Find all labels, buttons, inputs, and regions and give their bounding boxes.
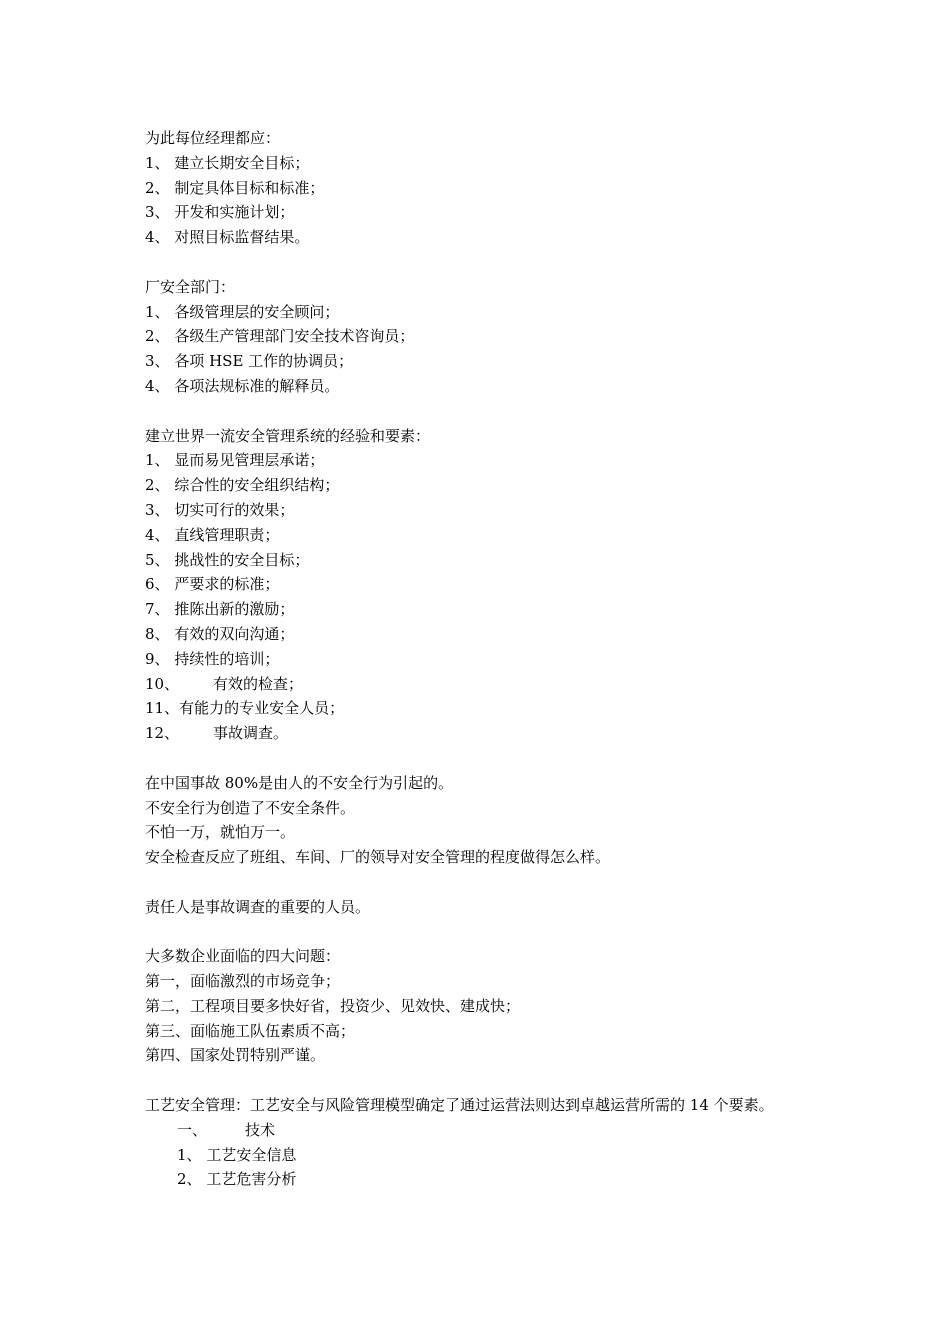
list-item — [145, 548, 825, 573]
list-number: 5、 — [145, 550, 170, 569]
list-number: 3、 — [145, 500, 170, 519]
list-item — [145, 448, 825, 473]
list-text: 工艺危害分析 — [206, 1170, 297, 1189]
list-number: 12、 — [145, 724, 180, 743]
list-item — [145, 300, 825, 325]
list-number: 6、 — [145, 575, 170, 594]
list-text: 有效的双向沟通； — [174, 624, 295, 643]
list-text: 开发和实施计划； — [174, 203, 295, 222]
list-text: 有效的检查； — [213, 674, 304, 693]
list-number: 3、 — [145, 203, 170, 222]
document-page — [145, 126, 825, 1192]
paragraph-gap — [145, 870, 825, 895]
list-number: 9、 — [145, 649, 170, 668]
sub-heading — [145, 1118, 825, 1143]
process-safety-intro: 工艺安全管理：工艺安全与风险管理模型确定了通过运营法则达到卓越运营所需的 14 个要素。 — [145, 1096, 774, 1115]
list-item: 第三、面临施工队伍素质不高； — [145, 1021, 356, 1040]
list-item — [145, 349, 825, 374]
list-text: 挑战性的安全目标； — [174, 550, 310, 569]
list-item: 第二，工程项目要多快好省，投资少、见效快、建成快； — [145, 996, 521, 1015]
four-problems-heading: 大多数企业面临的四大问题： — [145, 947, 341, 966]
list-number: 8、 — [145, 624, 170, 643]
safety-dept-heading: 厂安全部门： — [145, 277, 236, 296]
managers-heading: 为此每位经理都应： — [145, 129, 281, 147]
list-number: 1、 — [145, 153, 170, 172]
list-text: 综合性的安全组织结构； — [174, 476, 340, 495]
list-item — [145, 672, 825, 697]
list-item — [145, 225, 825, 250]
list-number: 1、 — [177, 1145, 202, 1164]
paragraph-gap — [145, 399, 825, 424]
list-number: 7、 — [145, 600, 170, 619]
list-item — [145, 721, 825, 746]
list-text: 工艺安全信息 — [206, 1145, 297, 1164]
world-class-section — [145, 424, 825, 746]
process-safety-section — [145, 1093, 825, 1192]
list-text: 制定具体目标和标准； — [174, 178, 325, 197]
responsible-line: 责任人是事故调查的重要的人员。 — [145, 897, 371, 916]
list-number: 2、 — [145, 327, 170, 346]
four-problems-section — [145, 944, 825, 1068]
list-text: 显而易见管理层承诺； — [174, 451, 325, 470]
list-item — [145, 572, 825, 597]
paragraph-gap — [145, 1068, 825, 1093]
list-text: 事故调查。 — [213, 724, 289, 743]
sub-heading-text: 技术 — [245, 1120, 276, 1139]
list-number: 4、 — [145, 525, 170, 544]
statement-line: 不怕一万，就怕万一。 — [145, 823, 296, 842]
list-text: 对照目标监督结果。 — [174, 228, 310, 247]
list-item — [145, 1167, 825, 1192]
list-item — [145, 696, 825, 721]
responsible-section — [145, 895, 825, 920]
list-text: 建立长期安全目标； — [174, 153, 310, 172]
list-text: 各项法规标准的解释员。 — [174, 376, 340, 395]
list-number: 2、 — [177, 1170, 202, 1189]
list-number: 4、 — [145, 376, 170, 395]
list-number: 3、 — [145, 352, 170, 371]
list-item — [145, 622, 825, 647]
list-text: 各级生产管理部门安全技术咨询员； — [174, 327, 415, 346]
statement-line: 在中国事故 80%是由人的不安全行为引起的。 — [145, 773, 454, 792]
list-item — [145, 374, 825, 399]
list-text: 切实可行的效果； — [174, 500, 295, 519]
list-number: 10、 — [145, 674, 180, 693]
list-text: 持续性的培训； — [174, 649, 280, 668]
list-item — [145, 597, 825, 622]
statement-line: 安全检查反应了班组、车间、厂的领导对安全管理的程度做得怎么样。 — [145, 848, 611, 867]
list-text: 有能力的专业安全人员； — [179, 699, 345, 718]
list-item — [145, 1143, 825, 1168]
paragraph-gap — [145, 746, 825, 771]
list-item — [145, 523, 825, 548]
list-number: 1、 — [145, 302, 170, 321]
list-item — [145, 200, 825, 225]
list-item — [145, 498, 825, 523]
list-text: 各项 HSE 工作的协调员； — [174, 352, 354, 371]
list-item — [145, 176, 825, 201]
list-item — [145, 473, 825, 498]
list-text: 直线管理职责； — [174, 525, 280, 544]
list-number: 1、 — [145, 451, 170, 470]
list-text: 推陈出新的激励； — [174, 600, 295, 619]
sub-heading-number: 一、 — [177, 1120, 208, 1139]
list-number: 2、 — [145, 476, 170, 495]
paragraph-gap — [145, 250, 825, 275]
managers-section — [145, 126, 825, 250]
world-class-heading: 建立世界一流安全管理系统的经验和要素： — [145, 426, 431, 445]
list-item — [145, 324, 825, 349]
list-number: 4、 — [145, 228, 170, 247]
list-item — [145, 647, 825, 672]
statements-section — [145, 771, 825, 870]
safety-dept-section — [145, 275, 825, 399]
list-number: 2、 — [145, 178, 170, 197]
list-number: 11、 — [145, 699, 180, 718]
list-text: 严要求的标准； — [174, 575, 280, 594]
list-item: 第四、国家处罚特别严谨。 — [145, 1046, 326, 1065]
paragraph-gap — [145, 920, 825, 945]
list-item — [145, 151, 825, 176]
statement-line: 不安全行为创造了不安全条件。 — [145, 798, 356, 817]
list-item: 第一，面临激烈的市场竞争； — [145, 972, 341, 991]
list-text: 各级管理层的安全顾问； — [174, 302, 340, 321]
